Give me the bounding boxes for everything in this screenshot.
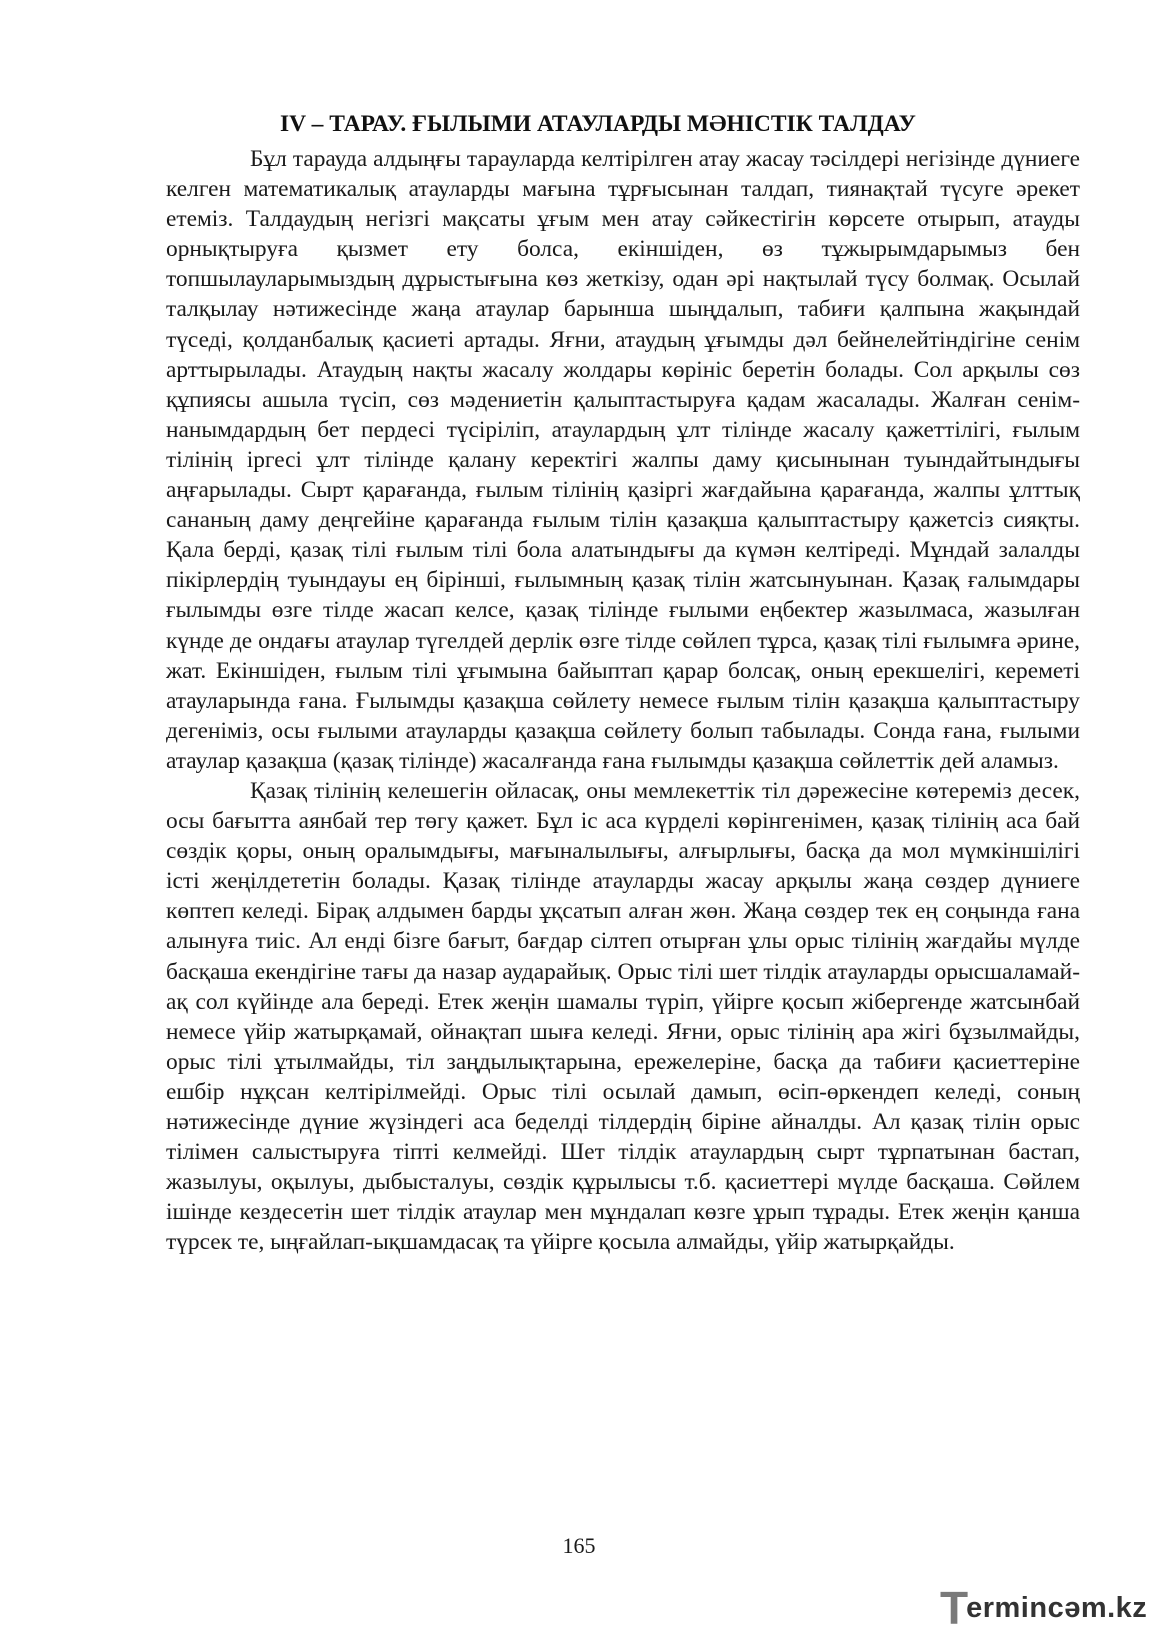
watermark-text: ermincәm.kz <box>966 1592 1148 1624</box>
chapter-heading: IV – ТАРАУ. ҒЫЛЫМИ АТАУЛАРДЫ МӘНІСТІК ТАЛДАУ <box>280 111 916 137</box>
paragraph-2: Қазақ тілінің келешегін ойласақ, оны мемлекеттік тіл дәрежесіне көтереміз десек, осы бағытта аянбай тер төгу қажет. Бұл іс аса күрделі көрінгенімен, қазақ тілінің аса бай сөздік қоры, оның оралымдығы, мағыналылығы, алғырлығы, басқа да мол мүмкіншілігі істі жеңілдететін болады. Қазақ тілінде атауларды жасау арқылы жаңа сөздер дүниеге көптеп келеді. Бірақ алдымен барды ұқсатып алған жөн. Жаңа сөздер тек ең соңында ғана алынуға тиіс. Ал енді бізге бағыт, бағдар сілтеп отырған ұлы орыс тілінің жағдайы мүлде басқаша екендігіне тағы да назар аударайық. Орыс тілі шет тілдік атауларды орысшаламай-ақ сол күйінде ала береді. Етек жеңін шамалы түріп, үйірге қосып жібергенде жатсынбай немесе үйір жатырқамай, ойнақтап шыға келеді. Яғни, орыс тілінің ара жігі бұзылмайды, орыс тілі ұтылмайды, тіл заңдылықтарына, ережелеріне, басқа да табиғи қасиеттеріне ешбір нұқсан келтірілмейді. Орыс тілі осылай дамып, өсіп-өркендеп келеді, соның нәтижесінде дүние жүзіндегі аса беделді тілдердің біріне айналды. Ал қазақ тілін орыс тілімен салыстыруға тіпті келмейді. Шет тілдік атаулардың сырт тұрпатынан бастап, жазылуы, оқылуы, дыбысталуы, сөздік құрылысы т.б. қасиеттері мүлде басқаша. Сөйлем ішінде кездесетін шет тілдік атаулар мен мұндалап көзге ұрып тұрады. Етек жеңін қанша түрсек те, ыңғайлап-ықшамдасақ та үйірге қосыла алмайды, үйір жатырқайды. <box>166 777 1080 1256</box>
watermark-letter: T <box>940 1582 967 1634</box>
page-number: 165 <box>562 1533 596 1558</box>
termincom-watermark-logo <box>940 1582 1148 1634</box>
paragraph-1: Бұл тарауда алдыңғы тарауларда келтірілген атау жасау тәсілдері негізінде дүниеге келген математикалық атауларды мағына тұрғысынан талдап, тиянақтай түсуге әрекет етеміз. Талдаудың негізгі мақсаты ұғым мен атау сәйкестігін көрсете отырып, атауды орнықтыруға қызмет ету болса, екіншіден, өз тұжырымдарымыз бен топшылауларымыздың дұрыстығына көз жеткізу, одан әрі нақтылай түсу болмақ. Осылай талқылау нәтижесінде жаңа атаулар барынша шыңдалып, табиғи қалпына жақындай түседі, қолданбалық қасиеті артады. Яғни, атаудың ұғымды дәл бейнелейтіндігіне сенім арттырылады. Атаудың нақты жасалу жолдары көрініс беретін болады. Сол арқылы сөз құпиясы ашыла түсіп, сөз мәдениетін қалыптастыруға қадам жасалады. Жалған сенім-нанымдардың бет пердесі түсіріліп, атаулардың ұлт тілінде жасалу қажеттілігі, ғылым тілінің іргесі ұлт тілінде қалану керектігі жалпы даму қисынынан туындайтындығы аңғарылады. Сырт қарағанда, ғылым тілінің қазіргі жағдайына қарағанда, жалпы ұлттық сананың даму деңгейіне қарағанда ғылым тілін қазақша қалыптастыру қажетсіз сияқты. Қала берді, қазақ тілі ғылым тілі бола алатындығы да күмән келтіреді. Мұндай залалды пікірлердің туындауы ең біріншi, ғылымның қазақ тілін жатсынуынан. Қазақ ғалымдары ғылымды өзге тілде жасап келсе, қазақ тілінде ғылыми еңбектер жазылмаса, жазылған күнде де ондағы атаулар түгелдей дерлік өзге тілде сөйлеп тұрса, қазақ тілі ғылымға әрине, жат. Екіншіден, ғылым тілі ұғымына байыптап қарар болсақ, оның ерекшелігі, кереметі атауларында ғана. Ғылымды қазақша сөйлету немесе ғылым тілін қазақша қалыптастыру дегеніміз, осы ғылыми атауларды қазақша сөйлету болып табылады. Сонда ғана, ғылыми атаулар қазақша (қазақ тілінде) жасалғанда ғана ғылымды қазақша сөйлеттік дей аламыз. <box>166 146 1080 774</box>
body-text <box>166 144 1080 1257</box>
